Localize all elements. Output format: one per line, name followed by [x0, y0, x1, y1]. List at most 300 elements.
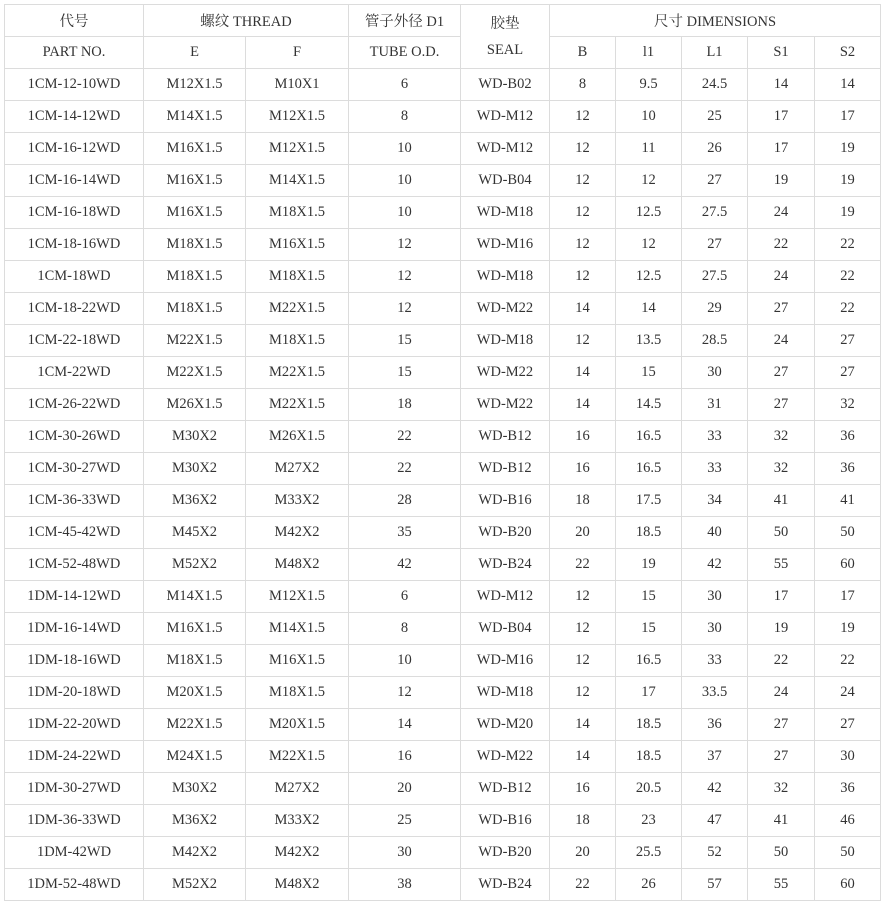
thread-f-cell: M42X2: [246, 837, 349, 869]
table-row: [5, 293, 881, 325]
thread-e-cell: M16X1.5: [144, 133, 246, 165]
dim-s1-cell: 19: [748, 613, 815, 645]
thread-e-cell: M36X2: [144, 805, 246, 837]
dim-s1-cell: 50: [748, 517, 815, 549]
dim-l1-lower-cell: 9.5: [616, 69, 682, 101]
dim-b-cell: 14: [550, 741, 616, 773]
header-l1-lower: l1: [616, 37, 682, 69]
dim-l1-lower-cell: 17: [616, 677, 682, 709]
tube-od-cell: 42: [349, 549, 461, 581]
seal-cell: WD-B04: [461, 613, 550, 645]
dim-b-cell: 20: [550, 837, 616, 869]
dim-l1-lower-cell: 14: [616, 293, 682, 325]
dim-l1-upper-cell: 33.5: [682, 677, 748, 709]
table-row: [5, 261, 881, 293]
thread-f-cell: M48X2: [246, 549, 349, 581]
dim-s2-cell: 22: [815, 293, 881, 325]
dim-l1-upper-cell: 33: [682, 421, 748, 453]
dim-s2-cell: 46: [815, 805, 881, 837]
dim-l1-upper-cell: 26: [682, 133, 748, 165]
thread-e-cell: M24X1.5: [144, 741, 246, 773]
thread-e-cell: M30X2: [144, 773, 246, 805]
seal-cell: WD-M12: [461, 581, 550, 613]
table-row: [5, 805, 881, 837]
thread-f-cell: M33X2: [246, 485, 349, 517]
dim-l1-lower-cell: 13.5: [616, 325, 682, 357]
dim-s2-cell: 27: [815, 709, 881, 741]
dim-s2-cell: 27: [815, 357, 881, 389]
dim-s1-cell: 22: [748, 229, 815, 261]
dim-b-cell: 12: [550, 581, 616, 613]
table-row: [5, 581, 881, 613]
dim-l1-upper-cell: 33: [682, 453, 748, 485]
dim-s2-cell: 17: [815, 581, 881, 613]
part-no-cell: 1CM-52-48WD: [5, 549, 144, 581]
dim-l1-lower-cell: 16.5: [616, 453, 682, 485]
dim-l1-lower-cell: 16.5: [616, 645, 682, 677]
dim-b-cell: 18: [550, 805, 616, 837]
thread-e-cell: M22X1.5: [144, 709, 246, 741]
part-no-cell: 1DM-22-20WD: [5, 709, 144, 741]
dim-s2-cell: 30: [815, 741, 881, 773]
dim-s2-cell: 14: [815, 69, 881, 101]
seal-cell: WD-B04: [461, 165, 550, 197]
tube-od-cell: 38: [349, 869, 461, 901]
dim-s1-cell: 55: [748, 869, 815, 901]
tube-od-cell: 25: [349, 805, 461, 837]
thread-f-cell: M16X1.5: [246, 645, 349, 677]
part-no-cell: 1CM-16-18WD: [5, 197, 144, 229]
dim-s2-cell: 50: [815, 837, 881, 869]
thread-f-cell: M26X1.5: [246, 421, 349, 453]
dim-l1-lower-cell: 12: [616, 229, 682, 261]
dim-b-cell: 8: [550, 69, 616, 101]
header-dimensions: 尺寸 DIMENSIONS: [550, 5, 881, 37]
dim-s1-cell: 22: [748, 645, 815, 677]
seal-cell: WD-B12: [461, 421, 550, 453]
table-row: [5, 421, 881, 453]
dim-s1-cell: 50: [748, 837, 815, 869]
dim-l1-upper-cell: 40: [682, 517, 748, 549]
header-part-no: PART NO.: [5, 37, 144, 69]
dim-s1-cell: 32: [748, 453, 815, 485]
dim-l1-upper-cell: 30: [682, 613, 748, 645]
dim-l1-upper-cell: 47: [682, 805, 748, 837]
thread-f-cell: M22X1.5: [246, 741, 349, 773]
dim-l1-upper-cell: 30: [682, 581, 748, 613]
dim-s2-cell: 36: [815, 773, 881, 805]
table-row: [5, 229, 881, 261]
seal-cell: WD-M18: [461, 261, 550, 293]
header-e: E: [144, 37, 246, 69]
dim-s2-cell: 50: [815, 517, 881, 549]
thread-f-cell: M18X1.5: [246, 677, 349, 709]
dim-s1-cell: 14: [748, 69, 815, 101]
dim-l1-upper-cell: 24.5: [682, 69, 748, 101]
seal-cell: WD-M22: [461, 293, 550, 325]
seal-cell: WD-M22: [461, 741, 550, 773]
seal-cell: WD-B16: [461, 485, 550, 517]
table-row: [5, 101, 881, 133]
part-no-cell: 1DM-14-12WD: [5, 581, 144, 613]
dim-l1-upper-cell: 31: [682, 389, 748, 421]
dim-l1-upper-cell: 37: [682, 741, 748, 773]
part-no-cell: 1DM-36-33WD: [5, 805, 144, 837]
seal-cell: WD-M16: [461, 229, 550, 261]
seal-cell: WD-M12: [461, 101, 550, 133]
part-no-cell: 1CM-16-14WD: [5, 165, 144, 197]
table-row: [5, 389, 881, 421]
dim-l1-lower-cell: 17.5: [616, 485, 682, 517]
dim-s2-cell: 60: [815, 869, 881, 901]
seal-cell: WD-B20: [461, 517, 550, 549]
table-row: [5, 197, 881, 229]
dim-b-cell: 12: [550, 261, 616, 293]
thread-f-cell: M20X1.5: [246, 709, 349, 741]
dim-l1-upper-cell: 42: [682, 773, 748, 805]
dim-b-cell: 14: [550, 389, 616, 421]
header-s2: S2: [815, 37, 881, 69]
dim-l1-lower-cell: 18.5: [616, 741, 682, 773]
dim-s1-cell: 27: [748, 293, 815, 325]
table-row: [5, 485, 881, 517]
header-tube-cn: 管子外径 D1: [349, 5, 461, 37]
header-seal-cn: 胶垫: [490, 15, 520, 32]
part-no-cell: 1DM-18-16WD: [5, 645, 144, 677]
dim-s1-cell: 17: [748, 581, 815, 613]
header-seal: [461, 5, 550, 69]
seal-cell: WD-B24: [461, 549, 550, 581]
dim-l1-lower-cell: 20.5: [616, 773, 682, 805]
thread-e-cell: M30X2: [144, 453, 246, 485]
dim-b-cell: 12: [550, 613, 616, 645]
dim-l1-lower-cell: 15: [616, 357, 682, 389]
thread-f-cell: M12X1.5: [246, 581, 349, 613]
tube-od-cell: 22: [349, 453, 461, 485]
dim-l1-lower-cell: 10: [616, 101, 682, 133]
seal-cell: WD-M18: [461, 677, 550, 709]
dim-l1-lower-cell: 15: [616, 613, 682, 645]
dim-l1-lower-cell: 23: [616, 805, 682, 837]
thread-e-cell: M52X2: [144, 869, 246, 901]
tube-od-cell: 18: [349, 389, 461, 421]
part-no-cell: 1DM-30-27WD: [5, 773, 144, 805]
thread-f-cell: M12X1.5: [246, 133, 349, 165]
table-row: [5, 773, 881, 805]
dim-s2-cell: 19: [815, 197, 881, 229]
dim-s2-cell: 19: [815, 133, 881, 165]
dim-l1-lower-cell: 18.5: [616, 517, 682, 549]
thread-f-cell: M22X1.5: [246, 357, 349, 389]
table-row: [5, 837, 881, 869]
thread-f-cell: M10X1: [246, 69, 349, 101]
dim-l1-lower-cell: 18.5: [616, 709, 682, 741]
dim-s1-cell: 41: [748, 805, 815, 837]
dim-s2-cell: 41: [815, 485, 881, 517]
dim-s1-cell: 17: [748, 101, 815, 133]
table-row: [5, 741, 881, 773]
seal-cell: WD-M22: [461, 389, 550, 421]
dim-b-cell: 12: [550, 101, 616, 133]
seal-cell: WD-B20: [461, 837, 550, 869]
header-seal-en: SEAL: [486, 41, 524, 58]
dim-l1-upper-cell: 28.5: [682, 325, 748, 357]
tube-od-cell: 20: [349, 773, 461, 805]
seal-cell: WD-B24: [461, 869, 550, 901]
dim-s1-cell: 27: [748, 357, 815, 389]
dim-b-cell: 12: [550, 645, 616, 677]
table-row: [5, 165, 881, 197]
thread-e-cell: M16X1.5: [144, 165, 246, 197]
thread-e-cell: M36X2: [144, 485, 246, 517]
dim-s1-cell: 17: [748, 133, 815, 165]
tube-od-cell: 16: [349, 741, 461, 773]
part-no-cell: 1DM-42WD: [5, 837, 144, 869]
thread-e-cell: M18X1.5: [144, 261, 246, 293]
header-l1-upper: L1: [682, 37, 748, 69]
dim-l1-upper-cell: 36: [682, 709, 748, 741]
dim-l1-upper-cell: 33: [682, 645, 748, 677]
dim-l1-lower-cell: 12.5: [616, 197, 682, 229]
seal-cell: WD-M18: [461, 325, 550, 357]
table-row: [5, 453, 881, 485]
part-no-cell: 1CM-45-42WD: [5, 517, 144, 549]
part-no-cell: 1CM-12-10WD: [5, 69, 144, 101]
thread-f-cell: M16X1.5: [246, 229, 349, 261]
thread-f-cell: M18X1.5: [246, 325, 349, 357]
dim-s2-cell: 22: [815, 229, 881, 261]
header-s1: S1: [748, 37, 815, 69]
dim-s2-cell: 22: [815, 645, 881, 677]
table-row: [5, 517, 881, 549]
dim-l1-upper-cell: 42: [682, 549, 748, 581]
dim-s1-cell: 32: [748, 773, 815, 805]
header-b: B: [550, 37, 616, 69]
dim-b-cell: 12: [550, 165, 616, 197]
dim-l1-upper-cell: 30: [682, 357, 748, 389]
dim-l1-lower-cell: 12.5: [616, 261, 682, 293]
table-row: [5, 133, 881, 165]
part-no-cell: 1DM-52-48WD: [5, 869, 144, 901]
header-code-cn: 代号: [5, 5, 144, 37]
table-row: [5, 69, 881, 101]
part-no-cell: 1CM-18-16WD: [5, 229, 144, 261]
dim-s1-cell: 32: [748, 421, 815, 453]
tube-od-cell: 10: [349, 645, 461, 677]
dim-s1-cell: 27: [748, 389, 815, 421]
table-row: [5, 645, 881, 677]
seal-cell: WD-B02: [461, 69, 550, 101]
dim-s2-cell: 24: [815, 677, 881, 709]
part-no-cell: 1DM-24-22WD: [5, 741, 144, 773]
thread-f-cell: M33X2: [246, 805, 349, 837]
dim-l1-upper-cell: 27.5: [682, 197, 748, 229]
tube-od-cell: 12: [349, 229, 461, 261]
thread-e-cell: M22X1.5: [144, 357, 246, 389]
dim-b-cell: 12: [550, 677, 616, 709]
dim-s1-cell: 24: [748, 325, 815, 357]
dim-b-cell: 12: [550, 229, 616, 261]
dim-b-cell: 18: [550, 485, 616, 517]
tube-od-cell: 12: [349, 293, 461, 325]
thread-e-cell: M45X2: [144, 517, 246, 549]
table-row: [5, 613, 881, 645]
dim-b-cell: 12: [550, 133, 616, 165]
thread-e-cell: M18X1.5: [144, 645, 246, 677]
table-row: [5, 677, 881, 709]
thread-e-cell: M16X1.5: [144, 197, 246, 229]
dim-s1-cell: 24: [748, 261, 815, 293]
tube-od-cell: 22: [349, 421, 461, 453]
thread-f-cell: M14X1.5: [246, 165, 349, 197]
table-row: [5, 709, 881, 741]
header-f: F: [246, 37, 349, 69]
dim-s2-cell: 32: [815, 389, 881, 421]
thread-e-cell: M22X1.5: [144, 325, 246, 357]
dim-l1-lower-cell: 15: [616, 581, 682, 613]
table-row: [5, 869, 881, 901]
tube-od-cell: 28: [349, 485, 461, 517]
tube-od-cell: 6: [349, 581, 461, 613]
thread-f-cell: M42X2: [246, 517, 349, 549]
table-row: [5, 357, 881, 389]
dim-s1-cell: 41: [748, 485, 815, 517]
part-no-cell: 1CM-30-27WD: [5, 453, 144, 485]
tube-od-cell: 10: [349, 133, 461, 165]
table-row: [5, 325, 881, 357]
seal-cell: WD-M18: [461, 197, 550, 229]
thread-f-cell: M18X1.5: [246, 261, 349, 293]
thread-e-cell: M14X1.5: [144, 581, 246, 613]
tube-od-cell: 10: [349, 165, 461, 197]
dim-l1-upper-cell: 57: [682, 869, 748, 901]
dim-b-cell: 14: [550, 293, 616, 325]
thread-f-cell: M18X1.5: [246, 197, 349, 229]
part-no-cell: 1DM-16-14WD: [5, 613, 144, 645]
dim-s2-cell: 27: [815, 325, 881, 357]
table-body: [5, 69, 881, 901]
part-no-cell: 1CM-22WD: [5, 357, 144, 389]
tube-od-cell: 15: [349, 357, 461, 389]
thread-f-cell: M48X2: [246, 869, 349, 901]
dim-l1-upper-cell: 29: [682, 293, 748, 325]
dim-l1-lower-cell: 16.5: [616, 421, 682, 453]
dim-s2-cell: 60: [815, 549, 881, 581]
dim-s2-cell: 17: [815, 101, 881, 133]
dim-s1-cell: 24: [748, 197, 815, 229]
thread-e-cell: M18X1.5: [144, 293, 246, 325]
thread-e-cell: M42X2: [144, 837, 246, 869]
dim-l1-lower-cell: 14.5: [616, 389, 682, 421]
dim-s1-cell: 27: [748, 709, 815, 741]
tube-od-cell: 6: [349, 69, 461, 101]
dim-s2-cell: 19: [815, 613, 881, 645]
dim-l1-lower-cell: 26: [616, 869, 682, 901]
dim-l1-upper-cell: 34: [682, 485, 748, 517]
thread-f-cell: M27X2: [246, 453, 349, 485]
part-no-cell: 1DM-20-18WD: [5, 677, 144, 709]
dim-l1-upper-cell: 27: [682, 165, 748, 197]
tube-od-cell: 15: [349, 325, 461, 357]
dim-l1-upper-cell: 25: [682, 101, 748, 133]
seal-cell: WD-M20: [461, 709, 550, 741]
thread-e-cell: M30X2: [144, 421, 246, 453]
dim-b-cell: 22: [550, 869, 616, 901]
dim-b-cell: 16: [550, 421, 616, 453]
dim-l1-lower-cell: 25.5: [616, 837, 682, 869]
dim-l1-lower-cell: 19: [616, 549, 682, 581]
dim-s1-cell: 55: [748, 549, 815, 581]
header-thread: 螺纹 THREAD: [144, 5, 349, 37]
dim-b-cell: 14: [550, 709, 616, 741]
thread-f-cell: M14X1.5: [246, 613, 349, 645]
dim-b-cell: 12: [550, 197, 616, 229]
seal-cell: WD-M16: [461, 645, 550, 677]
thread-e-cell: M18X1.5: [144, 229, 246, 261]
thread-f-cell: M27X2: [246, 773, 349, 805]
dim-b-cell: 14: [550, 357, 616, 389]
thread-e-cell: M12X1.5: [144, 69, 246, 101]
seal-cell: WD-B12: [461, 453, 550, 485]
tube-od-cell: 10: [349, 197, 461, 229]
thread-f-cell: M22X1.5: [246, 293, 349, 325]
part-no-cell: 1CM-26-22WD: [5, 389, 144, 421]
dim-l1-upper-cell: 27.5: [682, 261, 748, 293]
dim-b-cell: 22: [550, 549, 616, 581]
spec-table: [4, 4, 881, 901]
dim-s1-cell: 27: [748, 741, 815, 773]
thread-f-cell: M22X1.5: [246, 389, 349, 421]
tube-od-cell: 8: [349, 101, 461, 133]
dim-b-cell: 20: [550, 517, 616, 549]
part-no-cell: 1CM-18-22WD: [5, 293, 144, 325]
thread-e-cell: M26X1.5: [144, 389, 246, 421]
tube-od-cell: 35: [349, 517, 461, 549]
part-no-cell: 1CM-18WD: [5, 261, 144, 293]
part-no-cell: 1CM-30-26WD: [5, 421, 144, 453]
dim-s2-cell: 36: [815, 453, 881, 485]
part-no-cell: 1CM-16-12WD: [5, 133, 144, 165]
tube-od-cell: 12: [349, 677, 461, 709]
header-row-2: [5, 37, 881, 69]
part-no-cell: 1CM-36-33WD: [5, 485, 144, 517]
dim-b-cell: 16: [550, 453, 616, 485]
tube-od-cell: 8: [349, 613, 461, 645]
dim-l1-lower-cell: 12: [616, 165, 682, 197]
thread-e-cell: M16X1.5: [144, 613, 246, 645]
seal-cell: WD-M22: [461, 357, 550, 389]
part-no-cell: 1CM-22-18WD: [5, 325, 144, 357]
header-row-1: [5, 5, 881, 37]
thread-e-cell: M52X2: [144, 549, 246, 581]
dim-l1-upper-cell: 52: [682, 837, 748, 869]
dim-s2-cell: 22: [815, 261, 881, 293]
header-tube-od: TUBE O.D.: [349, 37, 461, 69]
tube-od-cell: 30: [349, 837, 461, 869]
thread-e-cell: M14X1.5: [144, 101, 246, 133]
dim-s2-cell: 19: [815, 165, 881, 197]
dim-l1-lower-cell: 11: [616, 133, 682, 165]
thread-e-cell: M20X1.5: [144, 677, 246, 709]
dim-s2-cell: 36: [815, 421, 881, 453]
part-no-cell: 1CM-14-12WD: [5, 101, 144, 133]
seal-cell: WD-M12: [461, 133, 550, 165]
tube-od-cell: 14: [349, 709, 461, 741]
dim-b-cell: 12: [550, 325, 616, 357]
dim-l1-upper-cell: 27: [682, 229, 748, 261]
seal-cell: WD-B16: [461, 805, 550, 837]
tube-od-cell: 12: [349, 261, 461, 293]
